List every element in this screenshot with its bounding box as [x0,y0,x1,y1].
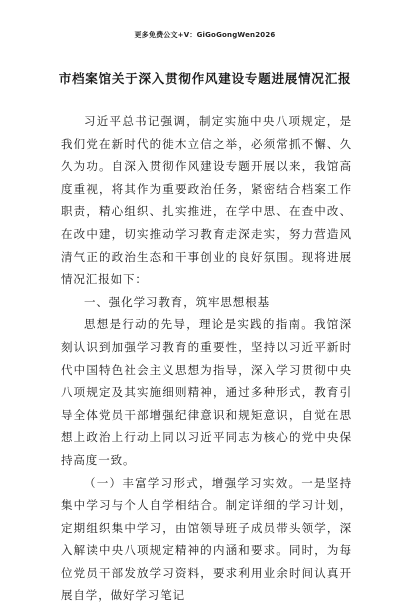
section-heading: 一、强化学习教育，筑牢思想根基 [61,291,352,314]
body-paragraph: 思想是行动的先导，理论是实践的指南。我馆深刻认识到加强学习教育的重要性，坚持以习近平新时代中国特色社会主义思想为指导，深入学习贯彻中央八项规定及其实施细则精神，通过多种形式，教育引导全体党员干部增强纪律意识和规矩意识，自觉在思想上政治上行动上同以习近平同志为核心的党中央保持高度一致。 [61,313,352,471]
header-note: 更多免费公文+V：GiGoGongWen2026 [0,30,410,40]
body-paragraph: （一）丰富学习形式，增强学习实效。一是坚持集中学习与个人自学相结合。制定详细的学习计划，定期组织集中学习，由馆领导班子成员带头领学，深入解读中央八项规定精神的内涵和要求。同时，为每位党员干部发放学习资料，要求利用业余时间认真开展自学，做好学习笔记 [61,472,352,607]
document-body [61,110,352,607]
document-title: 市档案馆关于深入贯彻作风建设专题进展情况汇报 [0,69,410,87]
intro-paragraph: 习近平总书记强调，制定实施中央八项规定，是我们党在新时代的徙木立信之举，必须常抓不懈、久久为功。自深入贯彻作风建设专题开展以来，我馆高度重视，将其作为重要政治任务，紧密结合档案工作职责，精心组织、扎实推进，在学中思、在查中改、在改中建，切实推动学习教育走深走实，努力营造风清气正的政治生态和干事创业的良好氛围。现将进展情况汇报如下： [61,110,352,291]
